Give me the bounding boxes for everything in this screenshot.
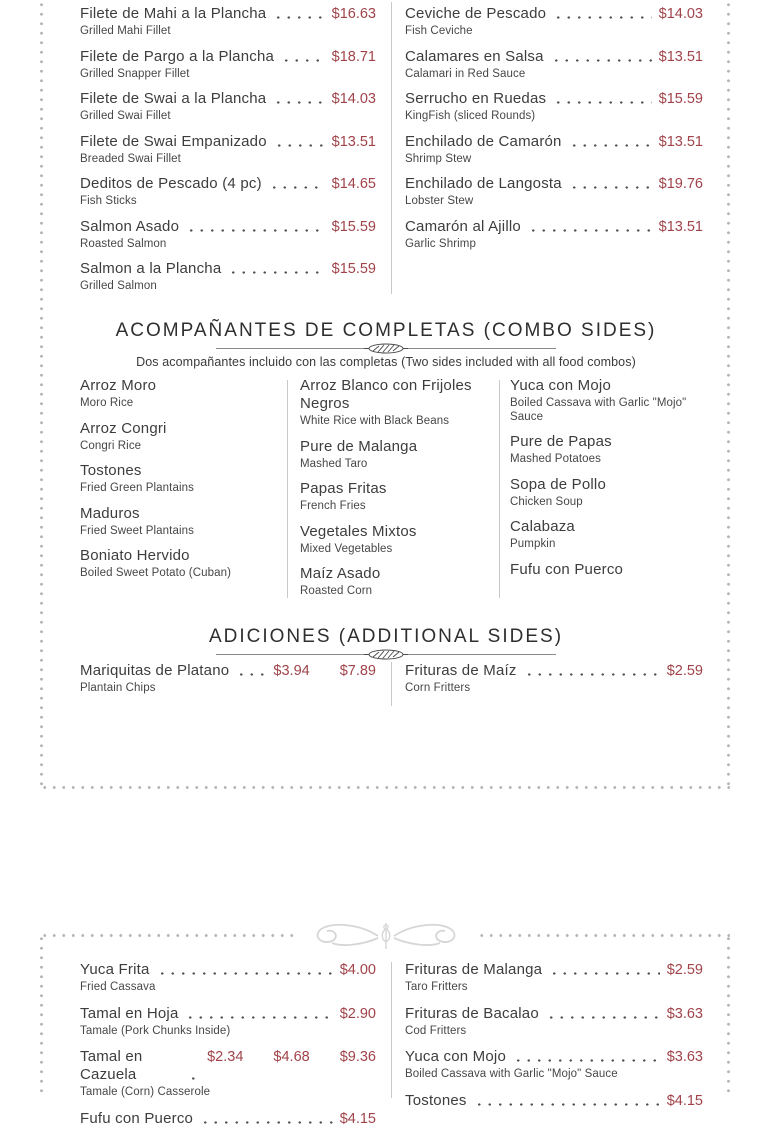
menu-item: [405, 175, 703, 209]
item-name-en: Fried Cassava: [80, 981, 156, 993]
item-name-es: Enchilado de Langosta: [405, 175, 562, 192]
item-name-en: Grilled Snapper Fillet: [80, 67, 190, 80]
price-leader: [528, 229, 652, 232]
price-leader: [236, 673, 266, 676]
menu-item-line: [405, 48, 703, 66]
item-price: $14.65: [331, 176, 376, 192]
menu-item-line: [80, 260, 376, 278]
menu-item: [405, 5, 703, 39]
item-name-en: Taro Fritters: [405, 981, 468, 993]
menu-item: [405, 133, 703, 167]
menu-item-line: [510, 433, 688, 451]
adiciones-section-title: ADICIONES (ADDITIONAL SIDES): [208, 626, 564, 647]
price-leader: [513, 1059, 660, 1062]
item-name-es: Salmon Asado: [80, 217, 180, 235]
menu-item: [80, 505, 275, 539]
fish-column-divider: [391, 2, 392, 294]
item-name-en: Roasted Salmon: [80, 237, 167, 250]
item-price: $14.03: [658, 6, 703, 22]
price-leader: [281, 59, 325, 62]
price-leader: [200, 1121, 333, 1124]
menu-item-line: [80, 662, 376, 680]
menu-item-line: [80, 1110, 376, 1128]
item-price: $15.59: [331, 218, 376, 235]
menu-item-line: [300, 565, 485, 583]
menu-item: [510, 518, 688, 552]
combo-column-3: [510, 377, 688, 588]
menu-item: [80, 420, 275, 454]
menu-item: [80, 175, 376, 209]
price-leader: [551, 59, 652, 62]
menu-item-line: [80, 48, 376, 66]
menu-item-line: [80, 420, 275, 438]
item-name-es: Mariquitas de Platano: [80, 662, 230, 679]
item-name-es: Serrucho en Ruedas: [405, 90, 547, 107]
menu-item-line: [80, 218, 376, 236]
item-name-en: Corn Fritters: [405, 682, 471, 694]
item-name-es: Frituras de Malanga: [405, 961, 543, 978]
menu-item: [80, 547, 275, 581]
item-name-en: Mashed Potatoes: [510, 453, 602, 465]
adiciones-left-column: [80, 662, 376, 705]
flourish-ornament-icon: [302, 919, 470, 953]
menu-item-line: [80, 505, 275, 523]
menu-item: [80, 961, 376, 995]
menu-item: [300, 480, 485, 514]
menu-item: [80, 48, 376, 82]
item-name-es: Camarón al Ajillo: [405, 217, 521, 235]
menu-item-line: [300, 438, 485, 456]
item-name-es: Tamal en Hoja: [80, 1004, 179, 1022]
item-name-es: Boniato Hervido: [80, 547, 190, 564]
item-name-en: Mashed Taro: [300, 457, 368, 470]
item-name-en: Garlic Shrimp: [405, 237, 476, 250]
item-price: $19.76: [658, 176, 703, 192]
price-leader: [546, 1016, 660, 1019]
item-name-es: Maduros: [80, 504, 140, 522]
lower-right-column: [405, 961, 703, 1120]
price-leader: [188, 1077, 200, 1080]
item-price: $16.63: [331, 6, 376, 22]
item-name-es: Ceviche de Pescado: [405, 5, 547, 22]
fish-right-column: [405, 5, 703, 260]
upper-box-border-bottom: [40, 786, 730, 789]
item-price: $4.00: [339, 962, 376, 978]
item-name-es: Calamares en Salsa: [405, 47, 544, 65]
item-name-es: Papas Fritas: [300, 480, 387, 497]
item-name-es: Maíz Asado: [300, 565, 381, 582]
item-name-es: Filete de Swai Empanizado: [80, 132, 267, 150]
menu-item-line: [510, 377, 688, 395]
menu-item-line: [80, 377, 275, 395]
item-name-es: Pure de Malanga: [300, 437, 418, 455]
menu-item: [405, 662, 703, 696]
item-name-en: Fish Sticks: [80, 195, 137, 207]
item-name-en: Chicken Soup: [510, 495, 583, 508]
item-name-es: Filete de Pargo a la Plancha: [80, 47, 275, 65]
item-name-es: Deditos de Pescado (4 pc): [80, 175, 262, 192]
menu-item: [300, 377, 485, 429]
menu-item-line: [405, 1092, 703, 1110]
item-name-en: Pumpkin: [510, 538, 556, 550]
item-name-es: Salmon a la Plancha: [80, 260, 222, 277]
menu-item: [300, 438, 485, 472]
menu-item-line: [405, 133, 703, 151]
item-name-en: Grilled Swai Fillet: [80, 110, 171, 122]
item-price: $3.63: [666, 1005, 703, 1022]
menu-item: [510, 433, 688, 467]
item-name-es: Filete de Swai a la Plancha: [80, 90, 267, 107]
price-leader: [474, 1103, 660, 1106]
price-leader: [553, 101, 651, 104]
price-leader: [549, 972, 660, 975]
menu-item-line: [405, 1005, 703, 1023]
price-leader: [186, 229, 325, 232]
item-name-es: Filete de Mahi a la Plancha: [80, 5, 267, 22]
menu-item: [510, 476, 688, 510]
price-leader: [569, 144, 652, 147]
upper-box-border-right: [727, 0, 730, 786]
price-leader: [273, 16, 324, 19]
menu-item: [80, 260, 376, 294]
item-name-es: Fufu con Puerco: [510, 560, 624, 578]
item-name-en: Boiled Sweet Potato (Cuban): [80, 567, 232, 579]
menu-item: [80, 1005, 376, 1039]
menu-item: [80, 662, 376, 696]
item-name-en: Cod Fritters: [405, 1024, 467, 1037]
item-name-es: Enchilado de Camarón: [405, 132, 562, 150]
menu-item: [405, 1005, 703, 1039]
item-price: $3.94: [273, 663, 310, 679]
menu-item-line: [80, 547, 275, 565]
item-name-en: Grilled Mahi Fillet: [80, 25, 171, 37]
lower-box-border-left: [40, 934, 43, 1098]
item-name-en: Tamale (Pork Chunks Inside): [80, 1024, 231, 1037]
menu-item: [510, 377, 688, 424]
item-name-es: Arroz Moro: [80, 377, 157, 394]
item-name-es: Arroz Blanco con Frijoles Negros: [300, 377, 472, 412]
menu-item: [80, 5, 376, 39]
menu-item-line: [405, 961, 703, 979]
item-name-en: French Fries: [300, 500, 366, 512]
menu-item-line: [405, 218, 703, 236]
menu-item: [80, 377, 275, 411]
combo-column-1: [80, 377, 275, 590]
item-name-en: Congri Rice: [80, 439, 142, 452]
menu-item-line: [405, 5, 703, 23]
item-name-en: KingFish (sliced Rounds): [405, 110, 536, 122]
item-name-en: Shrimp Stew: [405, 152, 472, 165]
fish-left-column: [80, 5, 376, 303]
menu-item-line: [510, 561, 688, 579]
item-name-en: Lobster Stew: [405, 195, 474, 207]
item-name-en: Fried Sweet Plantains: [80, 524, 194, 537]
menu-item: [80, 1048, 376, 1100]
menu-item: [405, 218, 703, 252]
item-name-es: Tostones: [80, 462, 142, 479]
menu-item-line: [300, 523, 485, 541]
item-name-en: Grilled Salmon: [80, 280, 157, 292]
upper-box-border-left: [40, 0, 43, 786]
item-price: $18.71: [331, 48, 376, 65]
item-price: $2.59: [666, 663, 703, 679]
menu-item: [510, 561, 688, 579]
menu-item-line: [405, 662, 703, 680]
menu-item-line: [405, 90, 703, 108]
price-leader: [228, 271, 324, 274]
item-price: $4.68: [273, 1049, 310, 1065]
item-name-en: Fish Ceviche: [405, 25, 473, 37]
menu-item: [405, 1092, 703, 1110]
item-price: $13.51: [331, 133, 376, 150]
menu-item: [80, 90, 376, 124]
menu-item: [405, 1048, 703, 1082]
item-name-es: Yuca con Mojo: [510, 377, 611, 394]
menu-item-line: [80, 90, 376, 108]
item-name-es: Calabaza: [510, 518, 575, 535]
price-leader: [157, 972, 333, 975]
item-name-en: Boiled Cassava with Garlic "Mojo" Sauce: [510, 397, 687, 423]
adiciones-right-column: [405, 662, 703, 705]
menu-item-line: [300, 480, 485, 498]
menu-item-line: [510, 518, 688, 536]
menu-item: [300, 565, 485, 599]
menu-item-line: [80, 462, 275, 480]
item-price: $13.51: [658, 48, 703, 65]
price-leader: [274, 144, 325, 147]
price-leader: [269, 186, 325, 189]
lower-left-column: [80, 961, 376, 1138]
menu-item-line: [80, 1005, 376, 1023]
combo-column-2: [300, 377, 485, 608]
item-name-es: Yuca Frita: [80, 961, 150, 978]
lower-column-divider: [391, 962, 392, 1098]
flourish-wrap: [296, 915, 476, 957]
item-price: $4.15: [666, 1092, 703, 1109]
menu-item: [80, 218, 376, 252]
combo-divider-2: [499, 380, 500, 598]
menu-item-line: [80, 175, 376, 193]
item-price: $13.51: [658, 218, 703, 235]
adiciones-divider: [391, 662, 392, 706]
item-name-es: Vegetales Mixtos: [300, 522, 417, 540]
menu-item-line: [405, 1048, 703, 1066]
item-name-en: White Rice with Black Beans: [300, 415, 450, 427]
item-price: $9.36: [339, 1049, 376, 1065]
rule-ornament-icon: [216, 342, 556, 355]
item-name-en: Mixed Vegetables: [300, 542, 393, 555]
item-name-en: Boiled Cassava with Garlic "Mojo" Sauce: [405, 1068, 618, 1080]
combo-divider-1: [287, 380, 288, 598]
combo-section-subtitle: Dos acompañantes incluido con las completas (Two sides included with all food combos): [136, 355, 636, 369]
menu-item: [300, 523, 485, 557]
item-name-es: Arroz Congri: [80, 419, 167, 437]
combo-section-title: ACOMPAÑANTES DE COMPLETAS (COMBO SIDES): [115, 320, 657, 341]
item-price: $15.59: [658, 91, 703, 107]
menu-item-line: [405, 175, 703, 193]
menu-item-line: [80, 1048, 376, 1084]
menu-item-line: [80, 133, 376, 151]
item-price: $13.51: [658, 133, 703, 150]
item-name-en: Breaded Swai Fillet: [80, 152, 181, 165]
item-price: $2.90: [339, 1005, 376, 1022]
item-name-es: Tamal en Cazuela: [80, 1048, 143, 1083]
item-name-es: Frituras de Maíz: [405, 662, 517, 679]
price-leader: [569, 186, 652, 189]
price-leader: [273, 101, 324, 104]
item-name-es: Tostones: [405, 1091, 467, 1109]
menu-item-line: [510, 476, 688, 494]
menu-item: [80, 133, 376, 167]
price-leader: [185, 1016, 332, 1019]
item-price: $15.59: [331, 261, 376, 277]
item-price: $14.03: [331, 91, 376, 107]
item-name-en: Moro Rice: [80, 397, 134, 409]
item-name-en: Fried Green Plantains: [80, 482, 194, 494]
item-name-es: Fufu con Puerco: [80, 1109, 194, 1127]
item-name-es: Yuca con Mojo: [405, 1048, 506, 1065]
item-name-en: Roasted Corn: [300, 585, 373, 597]
item-price: $7.89: [339, 663, 376, 679]
menu-item-line: [300, 377, 485, 413]
menu-item-line: [80, 5, 376, 23]
item-name-en: Tamale (Corn) Casserole: [80, 1086, 211, 1098]
menu-item: [80, 1110, 376, 1128]
item-price: $2.59: [666, 962, 703, 978]
item-name-es: Frituras de Bacalao: [405, 1004, 539, 1022]
price-leader: [524, 673, 660, 676]
item-name-es: Pure de Papas: [510, 433, 612, 450]
price-leader: [553, 16, 651, 19]
item-name-en: Plantain Chips: [80, 682, 156, 694]
item-price: $4.15: [339, 1110, 376, 1127]
item-name-en: Calamari in Red Sauce: [405, 67, 526, 80]
menu-item-line: [80, 961, 376, 979]
lower-box-border-right: [727, 934, 730, 1098]
menu-item: [405, 48, 703, 82]
item-price: $2.34: [207, 1049, 244, 1065]
menu-item: [80, 462, 275, 496]
menu-item: [405, 90, 703, 124]
item-price: $3.63: [666, 1049, 703, 1065]
rule-ornament-icon: [216, 648, 556, 661]
item-name-es: Sopa de Pollo: [510, 475, 607, 493]
menu-item: [405, 961, 703, 995]
